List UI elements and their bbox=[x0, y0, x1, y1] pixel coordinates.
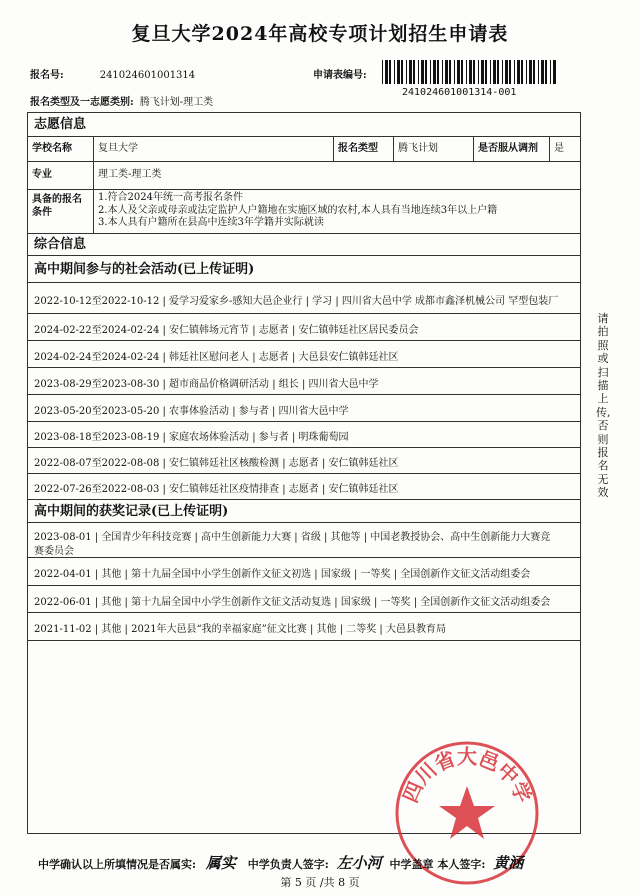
barcode-bar bbox=[397, 60, 400, 84]
barcode-bar bbox=[461, 60, 463, 84]
barcode-bar bbox=[442, 60, 443, 84]
activity-item: 2024-02-24至2024-02-24 | 韩廷社区慰问老人 | 志愿者 | 大邑县安仁镇韩廷社区 bbox=[34, 352, 399, 363]
major-label: 专业 bbox=[28, 161, 94, 189]
barcode-bar bbox=[406, 60, 407, 84]
barcode-bar bbox=[550, 60, 551, 84]
signature-confirm: 属实 bbox=[205, 854, 236, 872]
barcode-bar bbox=[526, 60, 527, 84]
major-value: 理工类-理工类 bbox=[98, 169, 162, 180]
barcode-bar bbox=[509, 60, 511, 84]
barcode-bar bbox=[466, 60, 467, 84]
barcode-bar bbox=[490, 60, 491, 84]
school-value: 复旦大学 bbox=[94, 137, 334, 161]
signature-principal: 左小河 bbox=[336, 854, 382, 872]
barcode-bar bbox=[385, 60, 388, 84]
barcode-bar bbox=[457, 60, 460, 84]
barcode-bar bbox=[493, 60, 496, 84]
school-label: 学校名称 bbox=[28, 137, 94, 161]
barcode-bar bbox=[445, 60, 448, 84]
condition-item: 1.符合2024年统一高考报名条件 bbox=[98, 192, 243, 203]
barcode-bar bbox=[514, 60, 515, 84]
conditions-label: 具备的报名条件 bbox=[28, 189, 94, 233]
barcode-bar bbox=[521, 60, 523, 84]
barcode-bar bbox=[478, 60, 479, 84]
award-item: 2023-08-01 | 全国青少年科技竞赛 | 高中生创新能力大赛 | 省级 | 其他等 | 中国老教授协会、高中生创新能力大赛竞 bbox=[34, 532, 551, 543]
barcode-bar bbox=[517, 60, 520, 84]
section-wish-info: 志愿信息 bbox=[28, 113, 580, 137]
adjust-value: 是 bbox=[554, 143, 564, 154]
barcode-bar bbox=[481, 60, 484, 84]
barcode-text: 241024601001314-001 bbox=[402, 87, 517, 98]
major-row bbox=[28, 161, 580, 190]
side-note: 请拍照或扫描上传,否则报名无效 bbox=[596, 312, 611, 500]
barcode-bar bbox=[437, 60, 439, 84]
barcode-bar bbox=[421, 60, 424, 84]
barcode-bar bbox=[409, 60, 412, 84]
seal-star-icon bbox=[439, 786, 495, 839]
barcode-bar bbox=[430, 60, 431, 84]
barcode-bar bbox=[502, 60, 503, 84]
activity-item: 2023-08-29至2023-08-30 | 超市商品价格调研活动 | 组长 | 四川省大邑中学 bbox=[34, 379, 379, 390]
seal-text: 四川省大邑中学 bbox=[397, 744, 537, 807]
barcode-bar bbox=[394, 60, 395, 84]
activity-item: 2022-07-26至2022-08-03 | 安仁镇韩廷社区疫情排查 | 志愿者 | 安仁镇韩廷社区 bbox=[34, 484, 399, 495]
school-row bbox=[28, 137, 580, 162]
barcode-bar bbox=[469, 60, 472, 84]
barcode-bar bbox=[545, 60, 547, 84]
barcode-bar bbox=[529, 60, 532, 84]
barcode-bar bbox=[401, 60, 403, 84]
award-item: 2021-11-02 | 其他 | 2021年大邑县“我的幸福家庭”征文比赛 | 其他 | 二等奖 | 大邑县教育局 bbox=[34, 624, 446, 635]
condition-item: 3.本人具有户籍所在县高中连续3年学籍并实际就读 bbox=[98, 217, 324, 228]
adjust-label: 是否服从调剂 bbox=[474, 137, 550, 161]
barcode-bar bbox=[485, 60, 487, 84]
award-item: 2022-06-01 | 其他 | 第十九届全国中小学生创新作文征文活动复选 | 国家级 | 一等奖 | 全国创新作文征文活动组委会 bbox=[34, 597, 551, 608]
activity-item: 2022-10-12至2022-10-12 | 爱学习爱家乡-感知大邑企业行 | 学习 | 四川省大邑中学 成都市鑫泽机械公司 罕型包装厂 bbox=[34, 296, 559, 307]
section-general-info: 综合信息 bbox=[28, 233, 580, 256]
barcode-bar bbox=[541, 60, 544, 84]
footer-confirmation: 中学确认以上所填情况是否属实: 属实 中学负责人签字: 左小河 中学盖章 本人签字: 黄涵 bbox=[38, 854, 524, 872]
activity-item: 2023-05-20至2023-05-20 | 农事体验活动 | 参与者 | 四川省大邑中学 bbox=[34, 406, 349, 417]
activity-item: 2024-02-22至2024-02-24 | 安仁镇韩场元宵节 | 志愿者 | 安仁镇韩廷社区居民委员会 bbox=[34, 325, 419, 336]
barcode-bar bbox=[449, 60, 451, 84]
conditions-row bbox=[28, 189, 580, 234]
barcode-bar bbox=[413, 60, 415, 84]
barcode bbox=[382, 60, 558, 84]
barcode-bar bbox=[497, 60, 499, 84]
condition-item: 2.本人及父亲或母亲或法定监护人户籍地在实施区域的农村,本人具有当地连续3年以上户籍 bbox=[98, 204, 498, 216]
barcode-bar bbox=[473, 60, 475, 84]
signature-student: 黄涵 bbox=[493, 854, 524, 872]
barcode-bar bbox=[382, 60, 383, 84]
form-table bbox=[27, 112, 581, 834]
activity-item: 2022-08-07至2022-08-08 | 安仁镇韩廷社区核酸检测 | 志愿者 | 安仁镇韩廷社区 bbox=[34, 458, 399, 469]
activity-item: 2023-08-18至2023-08-19 | 家庭农场体验活动 | 参与者 | 明珠葡萄园 bbox=[34, 432, 349, 443]
form-number-label: 申请表编号: bbox=[313, 70, 367, 81]
activities-title: 高中期间参与的社会活动(已上传证明) bbox=[28, 256, 580, 283]
awards-title: 高中期间的获奖记录(已上传证明) bbox=[28, 499, 580, 523]
barcode-bar bbox=[505, 60, 508, 84]
type-value: 腾飞计划 bbox=[394, 137, 474, 161]
barcode-bar bbox=[553, 60, 556, 84]
form-title: 复旦大学2024年高校专项计划招生申请表 bbox=[131, 23, 509, 45]
conditions-list bbox=[94, 189, 580, 233]
award-item-cont: 赛委员会 bbox=[34, 546, 74, 557]
page-number: 第 5 页 /共 8 页 bbox=[280, 876, 360, 889]
application-type: 报名类型及一志愿类别: 腾飞计划-理工类 bbox=[30, 97, 214, 108]
barcode-bar bbox=[538, 60, 539, 84]
barcode-bar bbox=[418, 60, 419, 84]
barcode-bar bbox=[433, 60, 436, 84]
type-label: 报名类型 bbox=[334, 137, 394, 161]
barcode-bar bbox=[425, 60, 427, 84]
award-item: 2022-04-01 | 其他 | 第十九届全国中小学生创新作文征文初选 | 国家级 | 一等奖 | 全国创新作文征文活动组委会 bbox=[34, 569, 531, 580]
barcode-bar bbox=[454, 60, 455, 84]
registration-number: 报名号: 241024601001314 bbox=[30, 70, 196, 81]
barcode-bar bbox=[389, 60, 391, 84]
barcode-bar bbox=[533, 60, 535, 84]
